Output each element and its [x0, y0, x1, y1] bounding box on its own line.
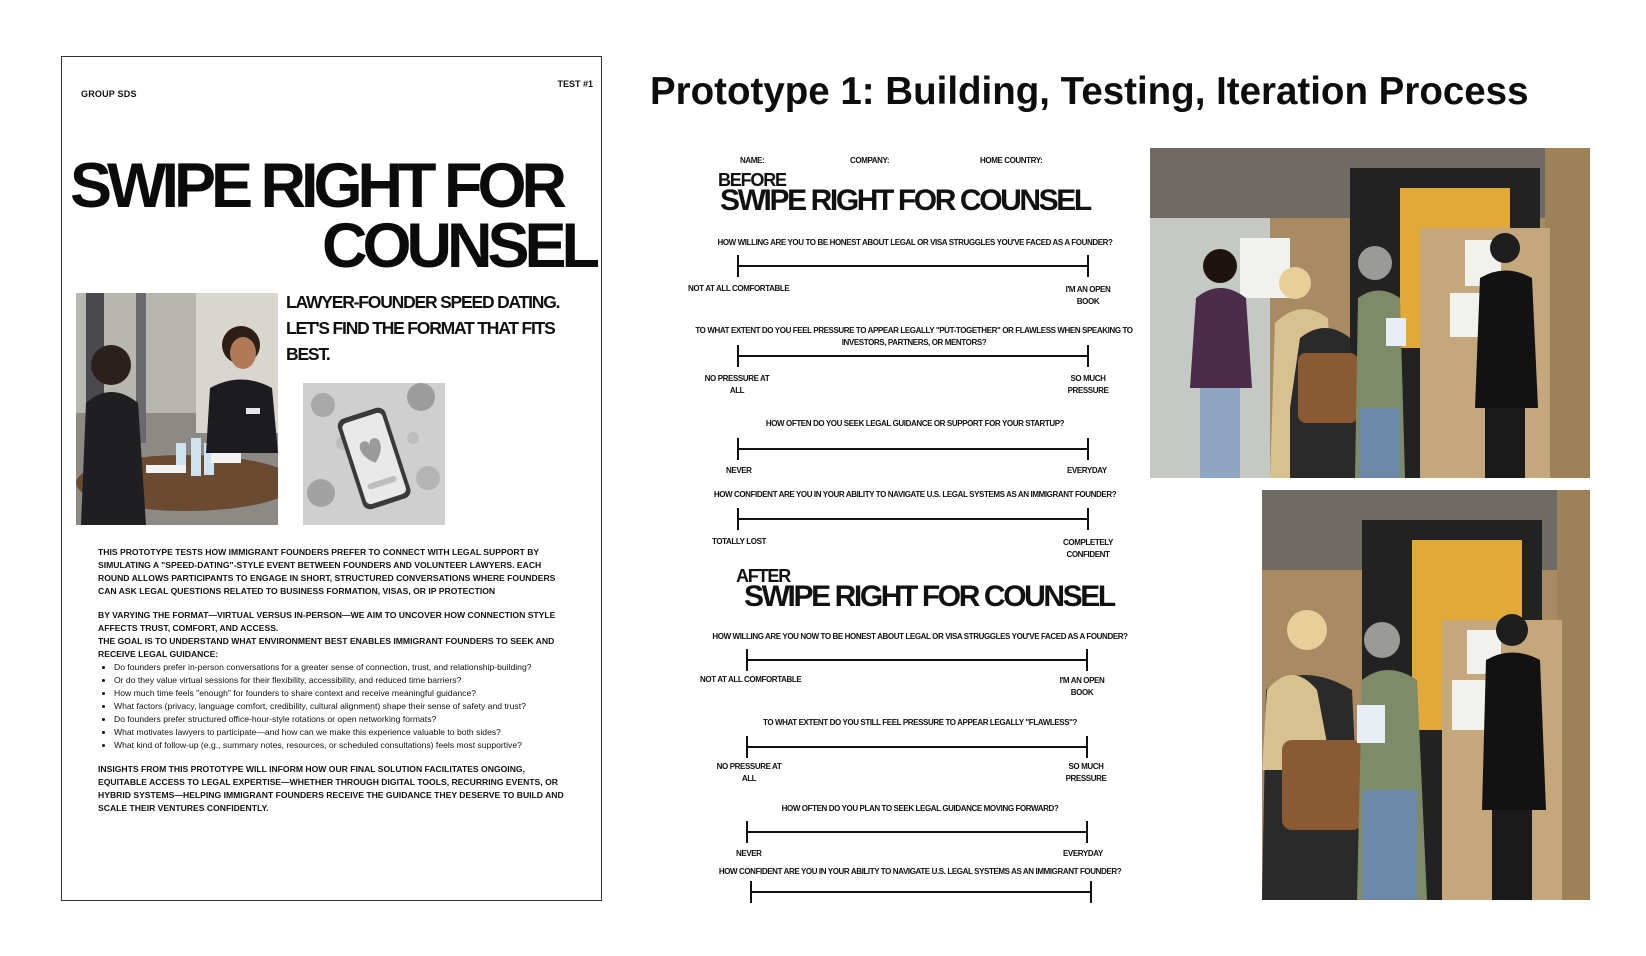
rating-scale[interactable]: [746, 736, 1088, 758]
list-item: • What kind of follow-up (e.g., summary notes, resources, or scheduled consultations) feels most supportive?: [114, 739, 568, 752]
after-question-3: HOW OFTEN DO YOU PLAN TO SEEK LEGAL GUIDANCE MOVING FORWARD?: [781, 804, 1059, 813]
scale-left-label: NO PRESSURE AT ALL: [716, 762, 782, 783]
scale-left-label: NOT AT ALL COMFORTABLE: [688, 284, 790, 293]
before-survey-title: SWIPE RIGHT FOR COUNSEL: [720, 184, 1090, 217]
list-item: • Do founders prefer in-person conversations for a greater sense of connection, trust, and relationship-building?: [114, 661, 568, 674]
poster-paragraph-2: BY VARYING THE FORMAT—VIRTUAL VERSUS IN-PERSON—WE AIM TO UNCOVER HOW CONNECTION STYLE AFFECTS TRUST, COMFORT, AND ACCESS.: [98, 610, 556, 633]
poster-paragraph-1: THIS PROTOTYPE TESTS HOW IMMIGRANT FOUNDERS PREFER TO CONNECT WITH LEGAL SUPPORT BY SIMULATING A "SPEED-DATING"-STYLE EVENT BETWEEN FOUNDERS AND VOLUNTEER LAWYERS. EACH ROUND ALLOWS PARTICIPANTS TO ENGAGE IN SHORT, STRUCTURED CONVERSATIONS WHERE FOUNDERS CAN ASK LEGAL QUESTIONS RELATED TO BUSINESS FORMATION, VISAS, OR IP PROTECTION: [98, 547, 556, 596]
group-label: GROUP SDS: [81, 89, 137, 99]
home-country-field-label: HOME COUNTRY:: [980, 156, 1043, 165]
list-item: • How much time feels "enough" for founders to share context and receive meaningful guidance?: [114, 687, 568, 700]
scale-left-label: NO PRESSURE AT ALL: [704, 374, 770, 395]
scale-left-label: NEVER: [726, 466, 752, 475]
poster-paragraph-4: INSIGHTS FROM THIS PROTOTYPE WILL INFORM HOW OUR FINAL SOLUTION FACILITATES ONGOING, EQUITABLE ACCESS TO LEGAL EXPERTISE—WHETHER THROUGH DIGITAL TOOLS, RECURRING EVENTS, OR HYBRID SYSTEMS—HELPING IMMIGRANT FOUNDERS RECEIVE THE GUIDANCE THEY DESERVE TO BUILD AND SCALE THEIR VENTURES CONFIDENTLY.: [98, 764, 564, 813]
list-item: • What motivates lawyers to participate—and how can we make this experience valuable to both sides?: [114, 726, 568, 739]
scale-left-label: TOTALLY LOST: [712, 537, 767, 546]
before-question-2: TO WHAT EXTENT DO YOU FEEL PRESSURE TO APPEAR LEGALLY "PUT-TOGETHER" OR FLAWLESS WHEN SPEAKING TO INVESTORS, PARTNERS, OR MENTORS?: [695, 326, 1133, 347]
poster-title-line1: SWIPE RIGHT FOR: [70, 151, 562, 221]
after-question-2: TO WHAT EXTENT DO YOU STILL FEEL PRESSURE TO APPEAR LEGALLY "FLAWLESS"?: [762, 718, 1078, 727]
poster-paragraph-3: THE GOAL IS TO UNDERSTAND WHAT ENVIRONMENT BEST ENABLES IMMIGRANT FOUNDERS TO SEEK AND RECEIVE LEGAL GUIDANCE:: [98, 636, 555, 659]
before-question-4: HOW CONFIDENT ARE YOU IN YOUR ABILITY TO NAVIGATE U.S. LEGAL SYSTEMS AS AN IMMIGRANT FOUNDER?: [713, 490, 1117, 499]
poster-subhead: LAWYER-FOUNDER SPEED DATING. LET'S FIND THE FORMAT THAT FITS BEST.: [286, 292, 560, 364]
after-survey-title: SWIPE RIGHT FOR COUNSEL: [744, 580, 1114, 613]
company-field-label: COMPANY:: [850, 156, 890, 165]
phone-heart-illustration: [303, 383, 445, 525]
before-label: BEFORE: [718, 170, 786, 190]
rating-scale[interactable]: [737, 345, 1089, 367]
rating-scale[interactable]: [737, 438, 1089, 460]
rating-scale[interactable]: [746, 821, 1088, 843]
testing-session-photo-2: [1262, 490, 1590, 900]
page-title: Prototype 1: Building, Testing, Iteration Process: [650, 70, 1529, 113]
poster-title-line2: COUNSEL: [321, 211, 595, 281]
scale-right-label: SO MUCH PRESSURE: [1065, 762, 1107, 783]
meeting-photo: [76, 293, 278, 525]
poster: [61, 56, 602, 901]
rating-scale[interactable]: [737, 255, 1089, 277]
survey-sheet: [680, 148, 1150, 908]
after-question-4: HOW CONFIDENT ARE YOU IN YOUR ABILITY TO NAVIGATE U.S. LEGAL SYSTEMS AS AN IMMIGRANT FOUNDER?: [718, 867, 1122, 876]
scale-right-label: EVERYDAY: [1063, 849, 1103, 858]
scale-right-label: I'M AN OPEN BOOK: [1065, 285, 1111, 306]
before-question-1: HOW WILLING ARE YOU TO BE HONEST ABOUT LEGAL OR VISA STRUGGLES YOU'VE FACED AS A FOUNDER?: [717, 238, 1113, 247]
name-field-label: NAME:: [740, 156, 765, 165]
scale-right-label: COMPLETELY CONFIDENT: [1063, 538, 1113, 559]
test-number: TEST #1: [557, 79, 593, 89]
scale-left-label: NOT AT ALL COMFORTABLE: [700, 675, 802, 684]
rating-scale[interactable]: [750, 881, 1092, 903]
list-item: • Or do they value virtual sessions for their flexibility, accessibility, and reduced time barriers?: [114, 674, 568, 687]
scale-left-label: NEVER: [736, 849, 762, 858]
list-item: • What factors (privacy, language comfort, credibility, cultural alignment) shape their sense of safety and trust?: [114, 700, 568, 713]
list-item: • Do founders prefer structured office-hour-style rotations or open networking formats?: [114, 713, 568, 726]
scale-right-label: SO MUCH PRESSURE: [1067, 374, 1109, 395]
after-question-1: HOW WILLING ARE YOU NOW TO BE HONEST ABOUT LEGAL OR VISA STRUGGLES YOU'VE FACED AS A FOUNDER?: [712, 632, 1128, 641]
before-question-3: HOW OFTEN DO YOU SEEK LEGAL GUIDANCE OR SUPPORT FOR YOUR STARTUP?: [765, 419, 1065, 428]
scale-right-label: I'M AN OPEN BOOK: [1059, 676, 1105, 697]
poster-body: [98, 546, 568, 826]
poster-question-list: [98, 661, 568, 752]
rating-scale[interactable]: [737, 508, 1089, 530]
rating-scale[interactable]: [746, 649, 1088, 671]
after-label: AFTER: [736, 566, 790, 586]
scale-right-label: EVERYDAY: [1067, 466, 1107, 475]
testing-session-photo: [1150, 148, 1590, 478]
